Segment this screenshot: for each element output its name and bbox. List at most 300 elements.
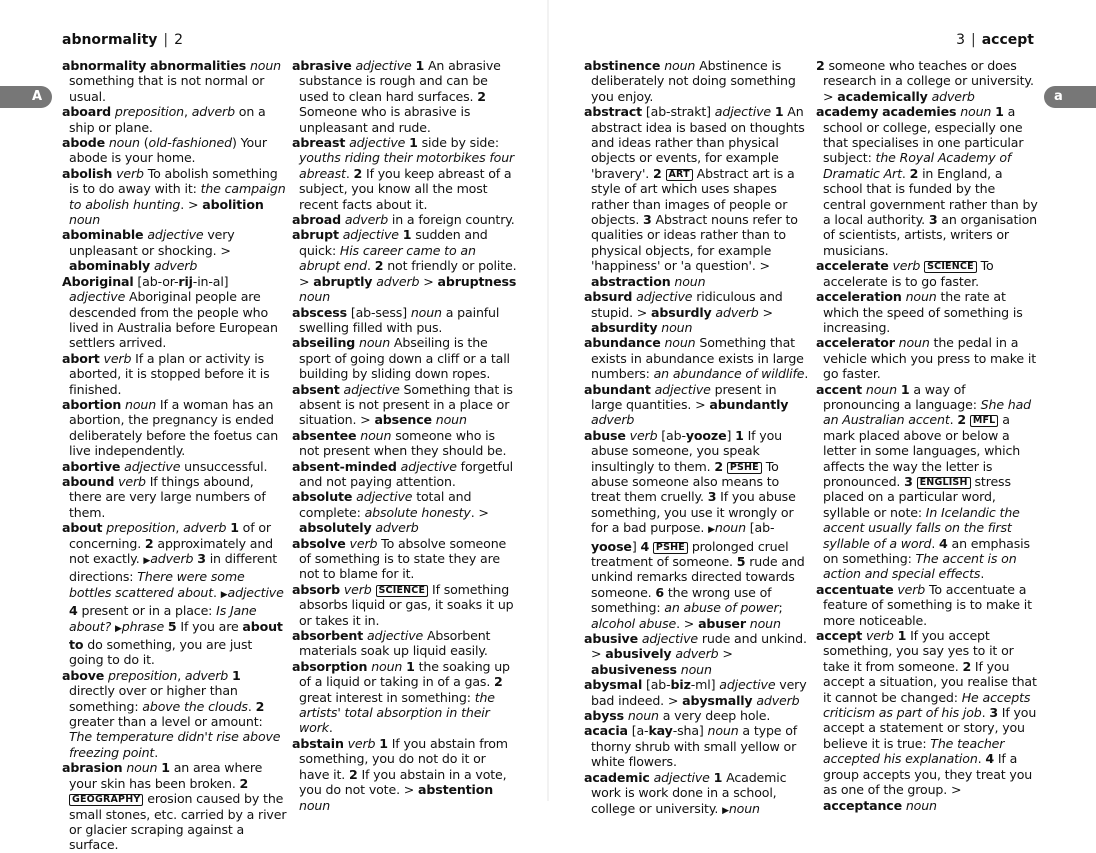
definition-text: . [980, 566, 985, 582]
sense-number: 2 [909, 165, 919, 181]
headword: Aboriginal [62, 273, 134, 289]
part-of-speech: verb [897, 581, 926, 597]
part-of-speech: noun [108, 135, 140, 151]
headword: abrupt [292, 227, 339, 243]
sense-number: 1 [231, 667, 241, 683]
headword: abnormalities [150, 58, 247, 73]
sense-number: 3 [928, 212, 938, 228]
definition-text: of or concerning. [69, 520, 271, 551]
triangle-marker-icon: ▶ [708, 525, 715, 536]
definition-text: a very deep hole. [658, 708, 771, 724]
dictionary-entry [292, 582, 517, 628]
headword: acacia [584, 723, 628, 739]
dictionary-entry [62, 668, 287, 760]
definition-text: . > [180, 196, 203, 212]
headword: acceleration [816, 289, 902, 305]
definition-text: If something absorbs liquid or gas, it soaks it up or takes it in. [299, 581, 514, 628]
headword: absent-minded [292, 458, 397, 474]
derived-word: absolutely [299, 520, 372, 536]
example-text: There were some bottles scattered about [69, 569, 245, 600]
dictionary-entry [292, 135, 517, 212]
part-of-speech: noun [371, 658, 403, 674]
headword: about [62, 520, 103, 536]
part-of-speech: noun [435, 412, 467, 428]
definition-text: If you abuse something, you use it wrongly or for a bad purpose. [591, 489, 796, 536]
definition-text [372, 582, 376, 597]
part-of-speech: adjective [124, 458, 181, 474]
sense-number: 3 [643, 212, 652, 228]
header-guide-word: abnormality [62, 32, 158, 48]
definition-text: an emphasis on something: [823, 535, 1030, 566]
example-text: Is Jane about? [69, 603, 257, 634]
sense-number: 1 [406, 658, 415, 674]
sense-number: 4 [985, 751, 995, 767]
part-of-speech: adverb [375, 520, 419, 536]
derived-word: abruptly [313, 273, 373, 289]
headword: abundance [584, 335, 661, 351]
sense-number: 2 [816, 58, 825, 73]
dictionary-entry [292, 382, 517, 428]
sense-number: 2 [957, 412, 966, 428]
definition-text: [a- [627, 723, 649, 739]
sense-number: 2 [494, 674, 503, 690]
example-text: an abundance of wildlife [653, 366, 805, 382]
subject-label: MFL [970, 415, 999, 427]
part-of-speech: adjective [349, 135, 406, 151]
dictionary-entry [292, 736, 517, 813]
part-of-speech: noun [661, 319, 693, 335]
sense-number: 1 [774, 104, 784, 120]
headword: abrasive [292, 58, 352, 73]
dictionary-entry [62, 520, 287, 668]
definition-text: the rate at which the speed of something is increasing. [823, 289, 1023, 335]
definition-text: . [804, 366, 809, 382]
definition-text: If you accept a situation, you realise that it cannot be changed: [823, 658, 1037, 705]
definition-text: erosion caused by the small stones, etc. carried by a river or glacier scraping against a surface. [69, 791, 287, 853]
sense-number: 1 [379, 735, 388, 751]
dictionary-entry [584, 723, 809, 769]
part-of-speech: preposition [108, 667, 178, 683]
part-of-speech: verb [349, 535, 378, 551]
headword: absorb [292, 581, 340, 597]
headword: absorbent [292, 628, 364, 644]
headword: abrasion [62, 760, 123, 776]
triangle-marker-icon: ▶ [143, 556, 151, 566]
example-text: absolute honesty [364, 504, 471, 520]
sense-number: 5 [736, 554, 746, 569]
headword: abortion [62, 396, 122, 412]
headword: abolish [62, 165, 113, 181]
definition-text: , [184, 104, 192, 120]
part-of-speech: noun [410, 304, 442, 320]
definition-text: on a ship or plane. [69, 104, 266, 135]
part-of-speech: noun [249, 58, 281, 73]
part-of-speech: adverb [344, 212, 389, 228]
thumb-index-tab: a [1044, 86, 1096, 108]
dictionary-entry [292, 659, 517, 736]
sense-number: 1 [735, 427, 744, 443]
part-of-speech: noun [299, 797, 331, 813]
part-of-speech: adjective [641, 631, 699, 647]
page-header-left [62, 32, 183, 48]
dictionary-entry [816, 58, 1041, 104]
definition-text: someone who is not present when they should be. [299, 427, 507, 459]
definition-text: ) Your abode is your home. [69, 135, 267, 166]
example-text: The accent is on action and special effects [823, 551, 1017, 582]
derived-word: abusiveness [591, 661, 677, 677]
definition-text: An abstract idea is based on thoughts and ideas rather than physical objects or events, for example 'bravery'. [591, 104, 805, 181]
definition-text: in different directions: [69, 551, 278, 585]
page-number: 3 [956, 32, 966, 48]
sense-number: 1 [402, 227, 412, 243]
example-text: the campaign to abolish hunting [69, 181, 286, 212]
definition-text: Abstinence is deliberately not doing something you enjoy. [591, 58, 796, 104]
dictionary-entry [292, 335, 517, 381]
definition-text: do something, you are just going to do it. [69, 637, 253, 668]
definition-text: [ab- [642, 677, 671, 693]
stressed-syllable: biz [670, 677, 691, 693]
headword: absurd [584, 289, 633, 305]
definition-text: ] [631, 538, 641, 554]
definition-text: very bad indeed. > [591, 677, 807, 708]
dictionary-entry [62, 351, 287, 397]
part-of-speech: preposition [106, 520, 176, 536]
definition-text: ridiculous and stupid. > [591, 289, 783, 320]
definition-text: > [718, 646, 733, 662]
dictionary-entry [62, 760, 287, 852]
triangle-marker-icon: ▶ [722, 805, 729, 816]
definition-text: Something that exists in abundance exists in large numbers: [591, 335, 804, 382]
headword: abode [62, 135, 105, 151]
derived-word: acceptance [823, 797, 902, 813]
headword: absolve [292, 535, 346, 551]
headword: accept [816, 628, 863, 644]
definition-text: ( [139, 135, 149, 151]
derived-word: abysmally [682, 692, 753, 708]
part-of-speech: adjective [147, 227, 204, 243]
part-of-speech: adverb [756, 692, 800, 708]
example-text: The temperature didn't rise above freezing point [69, 729, 281, 760]
headword: abscess [292, 304, 347, 320]
sense-number: 4 [69, 603, 78, 619]
headword: abuse [584, 427, 626, 443]
sense-number: 5 [167, 618, 177, 634]
stressed-syllable: about to [69, 618, 283, 653]
right-page [548, 0, 1096, 816]
part-of-speech: adjective [654, 381, 711, 397]
dictionary-entry [292, 212, 517, 227]
definition-text: -sha] [672, 723, 708, 739]
definition-text: not friendly or polite. > [299, 258, 517, 289]
example-text: He accepts criticism as part of his job [823, 689, 1031, 721]
dictionary-entry [584, 335, 809, 381]
definition-text: If you accept something, you say yes to it or take it from someone. [823, 628, 1014, 674]
example-text: In Icelandic the accent usually falls on the first syllable of a word [823, 504, 1020, 551]
definition-text: ] [726, 427, 736, 443]
definition-text: . [977, 751, 986, 767]
definition-text: a painful swelling filled with pus. [299, 304, 500, 335]
headword: abundant [584, 381, 651, 397]
headword: accelerate [816, 258, 889, 274]
stressed-syllable: yoose [591, 538, 632, 554]
definition-text: very unpleasant or shocking. > [69, 227, 235, 258]
sense-number: 2 [962, 658, 972, 674]
derived-word: absurdly [651, 304, 712, 320]
sense-number: 1 [713, 769, 723, 785]
sense-number: 2 [255, 698, 265, 714]
definition-text: Absorbent materials soak up liquid easily. [299, 628, 491, 659]
sense-number: 1 [409, 135, 418, 151]
dictionary-entry [816, 382, 1041, 582]
page-header-right [956, 32, 1034, 48]
part-of-speech: adjective [400, 458, 457, 474]
definition-text: Abstract nouns refer to qualities or ideas rather than to physical objects, for example 'happiness' or 'a question'. > [591, 212, 798, 274]
definition-text: . [345, 165, 354, 181]
headword: abusive [584, 631, 638, 647]
sense-number: 2 [714, 458, 723, 474]
part-of-speech: noun [360, 427, 392, 443]
part-of-speech: adjective [69, 289, 126, 305]
part-of-speech: adverb [150, 551, 194, 566]
dictionary-entry [62, 227, 287, 273]
part-of-speech: old-fashioned [148, 135, 232, 151]
sense-number: 6 [655, 584, 664, 600]
definition-text: To abuse someone also means to treat them cruelly. [591, 458, 780, 505]
header-guide-word: accept [981, 32, 1034, 48]
part-of-speech: adjective [356, 489, 413, 505]
definition-text: [ab-or- [133, 273, 179, 289]
example-text: The teacher accepted his explanation [823, 735, 1005, 767]
definition-text: . [901, 165, 910, 181]
example-text: youths riding their motorbikes four abreast [299, 150, 515, 181]
part-of-speech: noun [905, 289, 937, 305]
definition-text: . [949, 412, 958, 428]
header-divider: | [163, 32, 169, 48]
part-of-speech: verb [347, 735, 376, 751]
subject-label: PSHE [653, 542, 688, 554]
header-divider: | [971, 32, 976, 48]
headword: abound [62, 473, 115, 489]
definition-text: [ab-strakt] [642, 104, 715, 120]
subject-label: ENGLISH [917, 477, 971, 489]
definition-text: prolonged cruel treatment of someone. [591, 538, 789, 569]
derived-word: abuser [698, 615, 746, 631]
dictionary-entry [62, 58, 287, 104]
part-of-speech: adjective [227, 584, 284, 600]
definition-text: If you abstain from something, you do not do it or have it. [299, 735, 508, 782]
definition-text: [ab- [745, 520, 775, 536]
headword: abstract [584, 104, 643, 120]
headword: accent [816, 381, 863, 397]
part-of-speech: noun [627, 708, 659, 724]
example-text: above the clouds [142, 698, 248, 714]
dictionary-entry [816, 104, 1041, 258]
dictionary-entry [292, 305, 517, 336]
dictionary-entry [62, 459, 287, 474]
sense-number: 4 [939, 535, 948, 551]
part-of-speech: noun [680, 661, 712, 677]
dictionary-entry [584, 382, 809, 428]
definition-text: the soaking up of a liquid or taking in of a gas. [299, 658, 510, 690]
headword: absolute [292, 489, 353, 505]
headword: academies [882, 104, 957, 120]
part-of-speech: noun [125, 396, 157, 412]
definition-text: If you keep abreast of a subject, you know all the most recent facts about it. [299, 165, 512, 212]
part-of-speech: noun [664, 58, 696, 73]
part-of-speech: adverb [675, 646, 719, 662]
part-of-speech: adverb [931, 88, 975, 104]
definition-text: -ml] [690, 677, 720, 693]
definition-text: Abseiling is the sport of going down a cliff or a tall building by sliding down ropes. [299, 335, 510, 382]
definition-text: To abolish something is to do away with it: [69, 165, 278, 197]
definition-text: Someone who is abrasive is unpleasant and rude. [299, 104, 471, 135]
dictionary-entry [584, 770, 809, 819]
dictionary-entry [292, 628, 517, 659]
stressed-syllable: rij [178, 273, 193, 289]
text-column [816, 58, 1041, 813]
sense-number: 1 [415, 58, 425, 73]
part-of-speech: verb [116, 165, 144, 181]
definition-text: If things abound, there are very large numbers of them. [69, 473, 266, 520]
dictionary-entry [584, 289, 809, 335]
page-number: 2 [174, 32, 184, 48]
part-of-speech: noun [664, 335, 696, 351]
dictionary-entry [62, 104, 287, 135]
part-of-speech: adverb [376, 273, 420, 289]
headword: absent [292, 381, 340, 397]
definition-text: > [758, 304, 773, 320]
definition-text: [ab- [657, 427, 686, 443]
part-of-speech: noun [299, 289, 331, 305]
definition-text: . [154, 744, 159, 760]
part-of-speech: noun [359, 335, 391, 351]
dictionary-entry [62, 474, 287, 520]
derived-word: absurdity [591, 319, 658, 335]
definition-text: the pedal in a vehicle which you press to make it go faster. [823, 335, 1037, 382]
definition-text: great interest in something: [299, 689, 475, 705]
sense-number: 2 [349, 766, 358, 782]
headword: accentuate [816, 581, 894, 597]
example-text: His career came to an abrupt end [299, 242, 476, 274]
dictionary-entry [292, 58, 517, 135]
definition-text: An abrasive substance is rough and can be used to clean hard surfaces. [299, 58, 501, 104]
definition-text: If you abuse someone, you speak insultingly to them. [591, 427, 782, 474]
derived-word: abolition [202, 196, 264, 212]
definition-text: unsuccessful. [180, 458, 268, 474]
definition-text: a type of thorny shrub with small yellow or white flowers. [591, 723, 798, 770]
definition-text: . [247, 698, 256, 714]
definition-text: . > [676, 615, 699, 631]
part-of-speech: noun [905, 797, 937, 813]
part-of-speech: noun [728, 800, 760, 816]
derived-word: abstraction [591, 273, 671, 289]
stressed-syllable: kay [648, 723, 673, 739]
sense-number: 1 [230, 520, 239, 536]
headword: accelerator [816, 335, 895, 351]
part-of-speech: noun [69, 212, 101, 228]
definition-text: If a woman has an abortion, the pregnancy is ended deliberately before the foetus can live independently. [69, 396, 279, 459]
dictionary-entry [816, 335, 1041, 381]
part-of-speech: verb [892, 258, 921, 274]
definition-text: To accelerate is to go faster. [823, 258, 994, 289]
definition-text: Aboriginal people are descended from the people who lived in Australia before European settlers arrived. [69, 289, 278, 351]
dictionary-entry [816, 628, 1041, 813]
definition-text: directly over or higher than something: [69, 683, 238, 714]
headword: abortive [62, 458, 121, 474]
dictionary-entry [292, 428, 517, 459]
definition-text: . [213, 584, 221, 600]
derived-word: absence [374, 412, 432, 428]
headword: academy [816, 104, 879, 120]
example-text: an abuse of power [664, 600, 779, 616]
definition-text: a school or college, especially one that specialises in one particular subject: [823, 104, 1024, 166]
part-of-speech: adjective [355, 58, 412, 73]
dictionary-entry [292, 489, 517, 535]
definition-text: present in large quantities. > [591, 381, 777, 412]
part-of-speech: preposition [114, 104, 185, 120]
headword: abnormality [62, 58, 147, 73]
definition-text: If a plan or activity is aborted, it is stopped before it is finished. [69, 350, 270, 397]
sense-number: 2 [239, 775, 249, 791]
subject-label: ART [666, 169, 693, 181]
part-of-speech: verb [629, 427, 658, 443]
triangle-marker-icon: ▶ [220, 589, 228, 600]
part-of-speech: noun [714, 520, 746, 536]
definition-text: To absolve someone of something is to state they are not to blame for it. [299, 535, 507, 582]
text-column [292, 58, 517, 813]
definition-text: in England, a school that is funded by the central government rather than by a local authority. [823, 165, 1038, 228]
dictionary-entry [62, 166, 287, 228]
definition-text: rude and unkind. > [591, 631, 807, 662]
sense-number: 3 [904, 473, 913, 489]
sense-number: 3 [707, 489, 717, 505]
definition-text: ; [778, 600, 783, 616]
dictionary-entry [584, 58, 809, 104]
headword: absentee [292, 427, 357, 443]
sense-number: 1 [897, 628, 907, 644]
definition-text: If you abstain in a vote, you do not vote. > [299, 766, 507, 798]
part-of-speech: noun [707, 723, 739, 739]
headword: aboard [62, 104, 111, 120]
headword: abstain [292, 735, 344, 751]
derived-word: abominably [69, 258, 151, 274]
definition-text: Academic work is work done in a school, college or university. [591, 769, 787, 816]
definition-text: . [367, 258, 375, 274]
part-of-speech: noun [674, 273, 706, 289]
definition-text: If you accept a statement or story, you believe it is true: [823, 705, 1037, 751]
subject-label: PSHE [727, 462, 762, 474]
headword: abyss [584, 708, 624, 724]
example-text: the Royal Academy of Dramatic Art [823, 150, 1012, 181]
definition-text: in a foreign country. [388, 212, 515, 228]
sense-number: 2 [477, 88, 486, 104]
derived-word: academically [837, 88, 928, 104]
part-of-speech: adjective [636, 289, 693, 305]
sense-number: 4 [640, 538, 650, 554]
part-of-speech: adverb [184, 667, 229, 683]
dictionary-entry [816, 258, 1041, 289]
headword: abstinence [584, 58, 661, 73]
part-of-speech: adjective [343, 381, 400, 397]
headword: abreast [292, 135, 346, 151]
definition-text: If you are [176, 618, 243, 634]
definition-text: To accentuate a feature of something is to make it more noticeable. [823, 581, 1032, 628]
definition-text: . [981, 705, 990, 721]
definition-text: an area where your skin has been broken. [69, 760, 263, 791]
sense-number: 1 [161, 760, 170, 776]
definition-text [662, 166, 666, 181]
definition-text: a way of pronouncing a language: [823, 381, 981, 412]
